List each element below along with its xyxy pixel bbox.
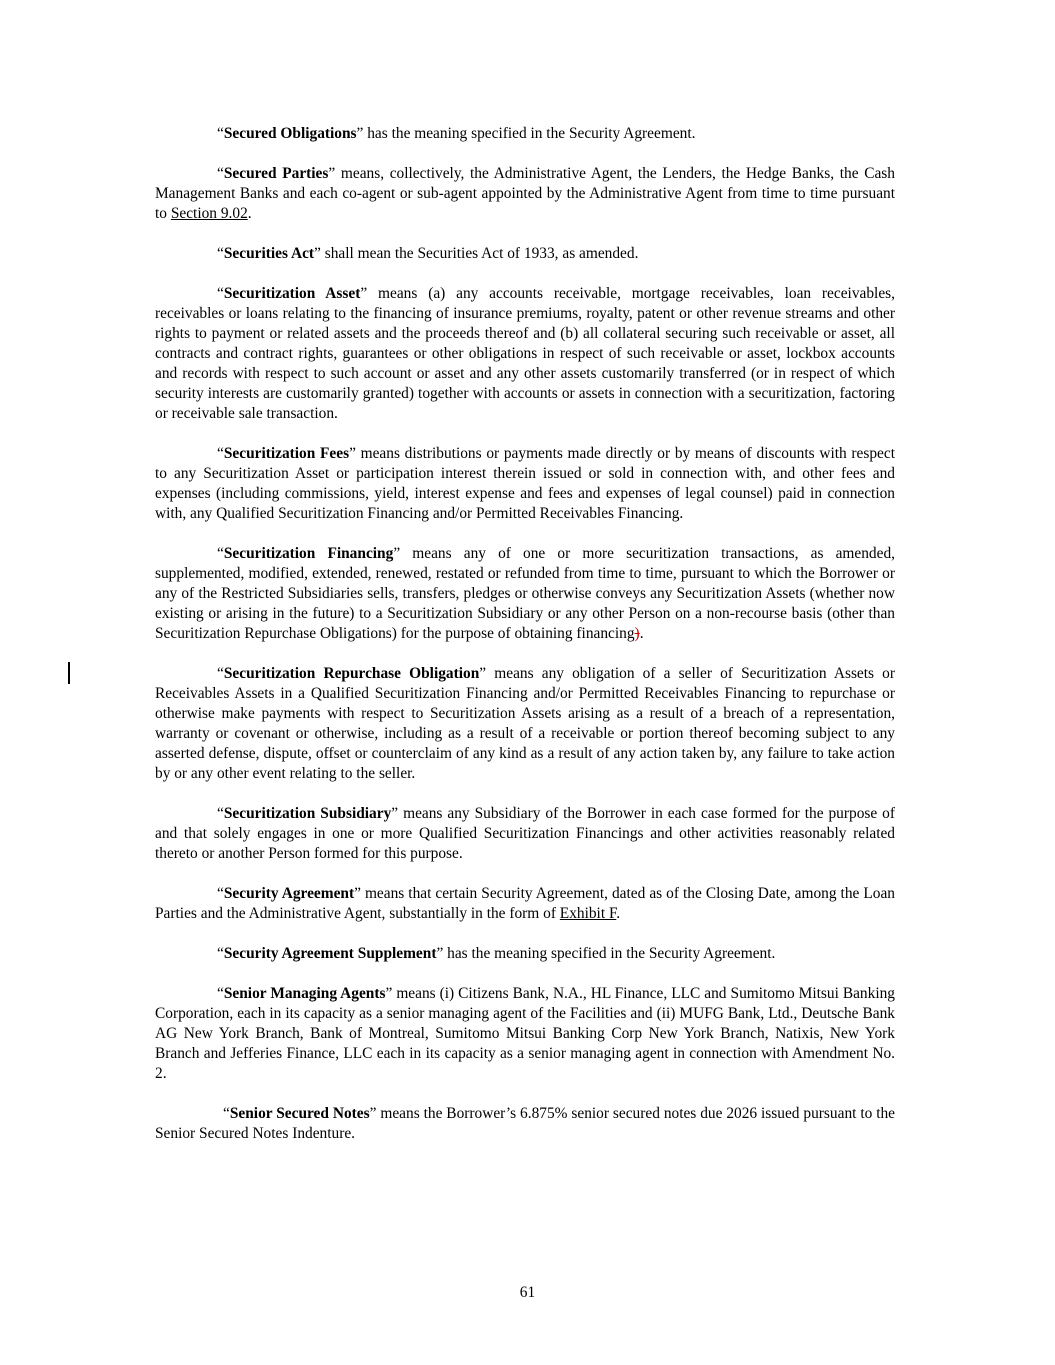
definition-text: means any obligation of a seller of Securitization Assets or Receivables Assets in a Qualified Securitization Financing and/or Permitted Receivables Financing to repurchase or otherwise make payments with respect to Securitization Assets arising as a result of a breach of a representation, warranty or covenant or otherwise, including as a result of a receivable or portion thereof becoming subject to any asserted defense, dispute, offset or counterclaim of any kind as a result of any action taken by, any failure to take action by or any other event relating to the seller. <box>155 665 895 782</box>
definition-senior-secured-notes: “Senior Secured Notes” means the Borrower’s 6.875% senior secured notes due 2026 issued pursuant to the Senior Secured Notes Indenture. <box>155 1105 895 1142</box>
definition-securitization-repurchase-obligation: “Securitization Repurchase Obligation” means any obligation of a seller of Securitization Assets or Receivables Assets in a Qualified Securitization Financing and/or Permitted Receivables Financing to repurchase or otherwise make payments with respect to Securitization Assets arising as a result of a breach of a representation, warranty or covenant or otherwise, including as a result of a receivable or portion thereof becoming subject to any asserted defense, dispute, offset or counterclaim of any kind as a result of any action taken by, any failure to take action by or any other event relating to the seller. <box>155 665 895 782</box>
definition-secured-obligations: “Secured Obligations” has the meaning specified in the Security Agreement. <box>217 125 696 142</box>
definition-text: means, collectively, the Administrative Agent, the Lenders, the Hedge Banks, the Cash Management Banks and each co-agent or sub-agent appointed by the Administrative Agent from time to time pursuant to <box>155 165 895 222</box>
definition-text: means distributions or payments made directly or by means of discounts with respect to any Securitization Asset or participation interest therein issued or sold in connection with, and other fees and expenses (including commissions, yield, interest expense and fees and expenses of legal counsel) paid in connection with, any Qualified Securitization Financing and/or Permitted Receivables Financing. <box>155 445 895 522</box>
definition-text: means any of one or more securitization transactions, as amended, supplemented, modified, extended, renewed, restated or refunded from time to time, pursuant to which the Borrower or any of the Restricted Subsidiaries sells, transfers, pledges or otherwise conveys any Securitization Assets (whether now existing or arising in the future) to a Securitization Subsidiary or any other Person on a non-recourse basis (other than Securitization Repurchase Obligations) for the purpose of obtaining financing <box>155 545 895 642</box>
deleted-text-markup: ) <box>634 625 640 642</box>
definition-text: means that certain Security Agreement, dated as of the Closing Date, among the Loan Parties and the Administrative Agent, substantially in the form of <box>155 885 895 922</box>
defined-term: Securitization Repurchase Obligation <box>223 665 480 682</box>
definition-text: means the Borrower’s 6.875% senior secured notes due 2026 issued pursuant to the Senior Secured Notes Indenture. <box>155 1105 895 1142</box>
defined-term: Securitization Subsidiary <box>223 805 392 822</box>
definition-security-agreement: “Security Agreement” means that certain Security Agreement, dated as of the Closing Date, among the Loan Parties and the Administrative Agent, substantially in the form of Exhibit F. <box>155 885 895 922</box>
revision-change-bar <box>68 662 70 684</box>
definition-securitization-fees: “Securitization Fees” means distributions or payments made directly or by means of discounts with respect to any Securitization Asset or participation interest therein issued or sold in connection with, and other fees and expenses (including commissions, yield, interest expense and fees and expenses of legal counsel) paid in connection with, any Qualified Securitization Financing and/or Permitted Receivables Financing. <box>155 445 895 522</box>
definition-securitization-subsidiary: “Securitization Subsidiary” means any Subsidiary of the Borrower in each case formed for the purpose of and that solely engages in one or more Qualified Securitization Financings and other activities reasonably related thereto or another Person formed for this purpose. <box>155 805 896 862</box>
defined-term: Securitization Fees <box>223 445 350 462</box>
defined-term: Secured Parties <box>223 165 329 182</box>
definition-securitization-asset: “Securitization Asset” means (a) any accounts receivable, mortgage receivables, loan receivables, receivables or loans relating to the financing of insurance premiums, royalty, patent or other revenue streams and other rights to payment or related assets and the proceeds thereof and (b) all collateral securing such receivable or asset, all contracts and contract rights, guarantees or other obligations in respect of such receivable or asset, lockbox accounts and records with respect to such account or asset and any other assets customarily transferred (or in respect of which security interests are customarily granted) together with accounts or assets in connection with a securitization, factoring or receivable sale transaction. <box>155 285 895 422</box>
defined-term: Secured Obligations <box>223 125 357 142</box>
definition-text: shall mean the Securities Act of 1933, as amended. <box>320 245 639 262</box>
definition-secured-parties: “Secured Parties” means, collectively, the Administrative Agent, the Lenders, the Hedge Banks, the Cash Management Banks and each co-agent or sub-agent appointed by the Administrative Agent from time to time pursuant to Section 9.02. <box>155 165 895 222</box>
exhibit-reference-link[interactable]: Exhibit F <box>559 905 617 922</box>
definition-text: means (i) Citizens Bank, N.A., HL Finance, LLC and Sumitomo Mitsui Banking Corporation, each in its capacity as a senior managing agent of the Facilities and (ii) MUFG Bank, Ltd., Deutsche Bank AG New York Branch, Bank of Montreal, Sumitomo Mitsui Banking Corp New York Branch, Natixis, New York Branch and Jefferies Finance, LLC each in its capacity as a senior managing agent in connection with Amendment No. 2. <box>155 985 895 1082</box>
definition-securitization-financing: “Securitization Financing” means any of one or more securitization transactions, as amended, supplemented, modified, extended, renewed, restated or refunded from time to time, pursuant to which the Borrower or any of the Restricted Subsidiaries sells, transfers, pledges or otherwise conveys any Securitization Assets (whether now existing or arising in the future) to a Securitization Subsidiary or any other Person on a non-recourse basis (other than Securitization Repurchase Obligations) for the purpose of obtaining financing). <box>155 545 895 642</box>
definition-senior-managing-agents: “Senior Managing Agents” means (i) Citizens Bank, N.A., HL Finance, LLC and Sumitomo Mitsui Banking Corporation, each in its capacity as a senior managing agent of the Facilities and (ii) MUFG Bank, Ltd., Deutsche Bank AG New York Branch, Bank of Montreal, Sumitomo Mitsui Banking Corp New York Branch, Natixis, New York Branch and Jefferies Finance, LLC each in its capacity as a senior managing agent in connection with Amendment No. 2. <box>155 985 895 1082</box>
definition-text: means any Subsidiary of the Borrower in each case formed for the purpose of and that solely engages in one or more Qualified Securitization Financings and other activities reasonably related thereto or another Person formed for this purpose. <box>155 805 896 862</box>
section-reference-link[interactable]: Section 9.02 <box>170 205 248 222</box>
defined-term: Security Agreement <box>223 885 355 902</box>
defined-term: Security Agreement Supplement <box>223 945 437 962</box>
page-number: 61 <box>519 1284 536 1301</box>
defined-term: Senior Secured Notes <box>229 1105 370 1122</box>
definition-text: means (a) any accounts receivable, mortgage receivables, loan receivables, receivables or loans relating to the financing of insurance premiums, royalty, patent or other revenue streams and other rights to payment or related assets and the proceeds thereof and (b) all collateral securing such receivable or asset, all contracts and contract rights, guarantees or other obligations in respect of such receivable or asset, lockbox accounts and records with respect to such account or asset and any other assets customarily transferred (or in respect of which security interests are customarily granted) together with accounts or assets in connection with a securitization, factoring or receivable sale transaction. <box>155 285 895 422</box>
defined-term: Securitization Financing <box>223 545 394 562</box>
defined-term: Securities Act <box>223 245 315 262</box>
definition-securities-act: “Securities Act” shall mean the Securities Act of 1933, as amended. <box>217 245 639 262</box>
document-body <box>155 124 895 1164</box>
definition-text: has the meaning specified in the Security Agreement. <box>363 125 696 142</box>
defined-term: Securitization Asset <box>223 285 361 302</box>
definition-security-agreement-supplement: “Security Agreement Supplement” has the meaning specified in the Security Agreement. <box>217 945 776 962</box>
definition-text: has the meaning specified in the Security Agreement. <box>443 945 776 962</box>
defined-term: Senior Managing Agents <box>223 985 386 1002</box>
